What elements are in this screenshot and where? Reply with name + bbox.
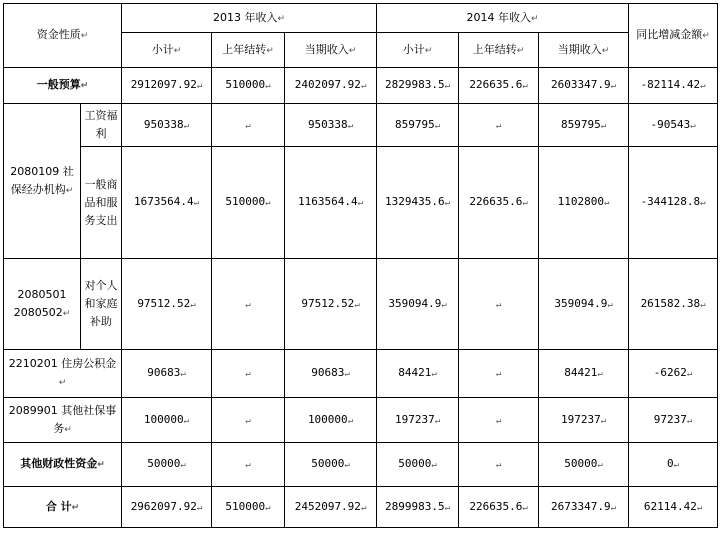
cell-2013-prior-carry: 510000↵ [212, 147, 285, 259]
row-group-social-agency: 2080109 社保经办机构↵ [4, 104, 81, 259]
cell-2013-current: 50000↵ [285, 443, 377, 487]
header-2013-prior-carry: 上年结转↵ [212, 33, 285, 68]
cell-2014-prior-carry: ↵ [459, 104, 539, 147]
header-2013-income: 2013 年收入↵ [122, 4, 377, 33]
cell-2013-current: 97512.52↵ [285, 259, 377, 350]
cell-2013-subtotal: 1673564.4↵ [122, 147, 212, 259]
cell-2013-subtotal: 100000↵ [122, 398, 212, 443]
cell-2013-prior-carry: ↵ [212, 104, 285, 147]
cell-2014-prior-carry: ↵ [459, 259, 539, 350]
cell-2013-subtotal: 90683↵ [122, 350, 212, 398]
cell-2014-current: 2673347.9↵ [539, 487, 629, 528]
row-label: 合 计↵ [4, 487, 122, 528]
row-label: 其他财政性资金↵ [4, 443, 122, 487]
cell-2013-prior-carry: ↵ [212, 398, 285, 443]
cell-2014-current: 859795↵ [539, 104, 629, 147]
cell-yoy-change: -6262↵ [629, 350, 718, 398]
cell-2014-subtotal: 1329435.6↵ [377, 147, 459, 259]
cell-2014-current: 359094.9↵ [539, 259, 629, 350]
cell-yoy-change: -82114.42↵ [629, 68, 718, 104]
cell-2013-current: 2402097.92↵ [285, 68, 377, 104]
row-code: 2080501 2080502↵ [4, 259, 81, 350]
cell-2013-current: 90683↵ [285, 350, 377, 398]
fund-income-table [3, 3, 718, 528]
cell-2013-prior-carry: ↵ [212, 259, 285, 350]
cell-2013-subtotal: 97512.52↵ [122, 259, 212, 350]
cell-2014-prior-carry: ↵ [459, 350, 539, 398]
row-label: 工资福利 [81, 104, 122, 147]
row-salary-welfare [4, 104, 718, 147]
row-other-social-affairs [4, 398, 718, 443]
header-2014-income: 2014 年收入↵ [377, 4, 629, 33]
cell-yoy-change: -90543↵ [629, 104, 718, 147]
cell-2013-prior-carry: 510000↵ [212, 68, 285, 104]
header-fund-type: 资金性质↵ [4, 4, 122, 68]
cell-2013-prior-carry: ↵ [212, 443, 285, 487]
row-label: 一般商品和服务支出 [81, 147, 122, 259]
header-row-year [4, 4, 718, 33]
header-2014-subtotal: 小计↵ [377, 33, 459, 68]
cell-yoy-change: -344128.8↵ [629, 147, 718, 259]
header-2014-prior-carry: 上年结转↵ [459, 33, 539, 68]
cell-2014-subtotal: 50000↵ [377, 443, 459, 487]
row-label: 一般预算↵ [4, 68, 122, 104]
cell-2014-subtotal: 84421↵ [377, 350, 459, 398]
header-2014-current: 当期收入↵ [539, 33, 629, 68]
cell-2013-current: 100000↵ [285, 398, 377, 443]
cell-2014-prior-carry: 226635.6↵ [459, 68, 539, 104]
row-label: 2210201 住房公积金↵ [4, 350, 122, 398]
row-housing-fund [4, 350, 718, 398]
cell-2014-subtotal: 2829983.5↵ [377, 68, 459, 104]
header-yoy-change: 同比增减金额↵ [629, 4, 718, 68]
header-2013-current: 当期收入↵ [285, 33, 377, 68]
cell-2014-prior-carry: 226635.6↵ [459, 487, 539, 528]
cell-2013-current: 1163564.4↵ [285, 147, 377, 259]
cell-2014-prior-carry: 226635.6↵ [459, 147, 539, 259]
cell-2014-subtotal: 2899983.5↵ [377, 487, 459, 528]
cell-2014-current: 1102800↵ [539, 147, 629, 259]
cell-2014-current: 197237↵ [539, 398, 629, 443]
row-label: 2089901 其他社保事务↵ [4, 398, 122, 443]
cell-2013-subtotal: 950338↵ [122, 104, 212, 147]
cell-2013-subtotal: 2962097.92↵ [122, 487, 212, 528]
cell-2013-current: 2452097.92↵ [285, 487, 377, 528]
row-label: 对个人和家庭补助 [81, 259, 122, 350]
cell-yoy-change: 62114.42↵ [629, 487, 718, 528]
row-total [4, 487, 718, 528]
cell-2014-current: 2603347.9↵ [539, 68, 629, 104]
row-household-subsidy [4, 259, 718, 350]
cell-2013-current: 950338↵ [285, 104, 377, 147]
cell-yoy-change: 261582.38↵ [629, 259, 718, 350]
cell-2014-subtotal: 859795↵ [377, 104, 459, 147]
row-general-budget [4, 68, 718, 104]
cell-2014-prior-carry: ↵ [459, 443, 539, 487]
cell-yoy-change: 0↵ [629, 443, 718, 487]
row-other-fiscal-funds [4, 443, 718, 487]
cell-2013-prior-carry: ↵ [212, 350, 285, 398]
cell-2014-subtotal: 359094.9↵ [377, 259, 459, 350]
cell-2013-prior-carry: 510000↵ [212, 487, 285, 528]
cell-2014-prior-carry: ↵ [459, 398, 539, 443]
cell-2013-subtotal: 2912097.92↵ [122, 68, 212, 104]
cell-2014-subtotal: 197237↵ [377, 398, 459, 443]
cell-2013-subtotal: 50000↵ [122, 443, 212, 487]
cell-2014-current: 84421↵ [539, 350, 629, 398]
header-2013-subtotal: 小计↵ [122, 33, 212, 68]
cell-yoy-change: 97237↵ [629, 398, 718, 443]
row-goods-services [4, 147, 718, 259]
cell-2014-current: 50000↵ [539, 443, 629, 487]
